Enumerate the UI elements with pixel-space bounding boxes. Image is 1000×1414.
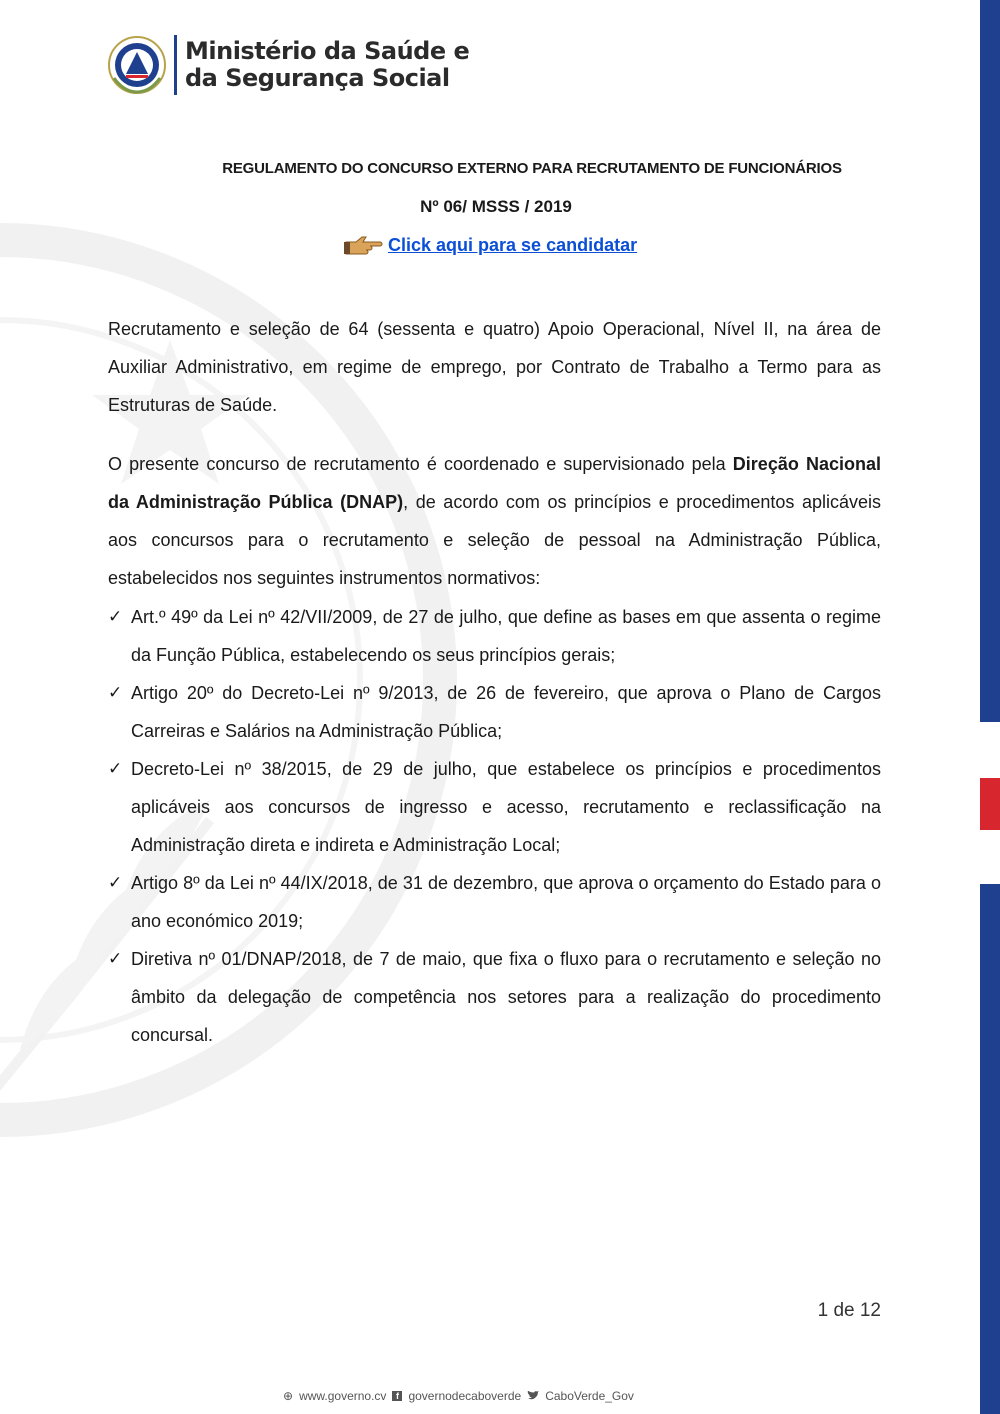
intro-paragraph: Recrutamento e seleção de 64 (sessenta e quatro) Apoio Operacional, Nível II, na área de Auxiliar Administrativo, em regime de emprego, por Contrato de Trabalho a Termo para as Estruturas de Saúde. (108, 319, 881, 415)
check-icon: ✓ (108, 873, 123, 893)
list-item (108, 750, 881, 864)
globe-icon: ⊕ (283, 1389, 294, 1403)
pointing-hand-icon (344, 234, 384, 256)
page-number: 1 de 12 (817, 1300, 881, 1321)
legal-instruments-list (108, 598, 881, 1054)
footer-facebook[interactable]: governodecaboverde (408, 1389, 522, 1403)
dnap-name: Direção Nacional da Administração Pública (DNAP) (108, 454, 881, 512)
ministry-header (106, 30, 469, 100)
coordination-paragraph (108, 445, 881, 597)
ministry-name-line1: Ministério da Saúde e (185, 37, 470, 65)
ministry-name (185, 38, 469, 92)
coordination-text-end: , de acordo com os princípios e procedimentos aplicáveis aos concursos para o recrutamento e seleção de pessoal na Administração Pública, estabelecidos nos seguintes instrumentos normativos: (108, 492, 881, 588)
document-title: REGULAMENTO DO CONCURSO EXTERNO PARA RECRUTAMENTO DE FUNCIONÁRIOS (222, 160, 842, 177)
list-item (108, 940, 881, 1054)
facebook-icon: f (392, 1391, 402, 1401)
ministry-name-line2: da Segurança Social (185, 64, 450, 92)
list-item-text: Art.º 49º da Lei nº 42/VII/2009, de 27 de julho, que define as bases em que assenta o regime da Função Pública, estabelecendo os seus princípios gerais; (131, 607, 881, 665)
apply-link-row[interactable] (344, 234, 637, 256)
coat-of-arms-icon (106, 34, 168, 96)
side-stripe-blue-bottom (980, 884, 1000, 1414)
footer (283, 1389, 634, 1403)
side-stripe-blue-top (980, 0, 1000, 722)
check-icon: ✓ (108, 759, 123, 779)
document-number: Nº 06/ MSSS / 2019 (420, 197, 572, 216)
list-item-text: Artigo 20º do Decreto-Lei nº 9/2013, de 26 de fevereiro, que aprova o Plano de Cargos Carreiras e Salários na Administração Pública; (131, 683, 881, 741)
header-divider (174, 35, 177, 95)
side-stripe-red (980, 778, 1000, 830)
list-item (108, 674, 881, 750)
list-item (108, 864, 881, 940)
check-icon: ✓ (108, 607, 123, 627)
list-item (108, 598, 881, 674)
footer-website[interactable]: www.governo.cv (299, 1389, 387, 1403)
list-item-text: Artigo 8º da Lei nº 44/IX/2018, de 31 de dezembro, que aprova o orçamento do Estado para o ano económico 2019; (131, 873, 881, 931)
coordination-text-start: O presente concurso de recrutamento é coordenado e supervisionado pela (108, 454, 733, 474)
twitter-icon (527, 1391, 539, 1401)
footer-twitter[interactable]: CaboVerde_Gov (545, 1389, 634, 1403)
check-icon: ✓ (108, 683, 123, 703)
list-item-text: Decreto-Lei nº 38/2015, de 29 de julho, que estabelece os princípios e procedimentos aplicáveis aos concursos de ingresso e acesso, recrutamento e reclassificação na Administração direta e indireta e Administração Local; (131, 759, 881, 855)
apply-link[interactable]: Click aqui para se candidatar (388, 234, 638, 255)
list-item-text: Diretiva nº 01/DNAP/2018, de 7 de maio, que fixa o fluxo para o recrutamento e seleção no âmbito da delegação de competência nos setores para a realização do procedimento concursal. (131, 949, 881, 1045)
check-icon: ✓ (108, 949, 123, 969)
